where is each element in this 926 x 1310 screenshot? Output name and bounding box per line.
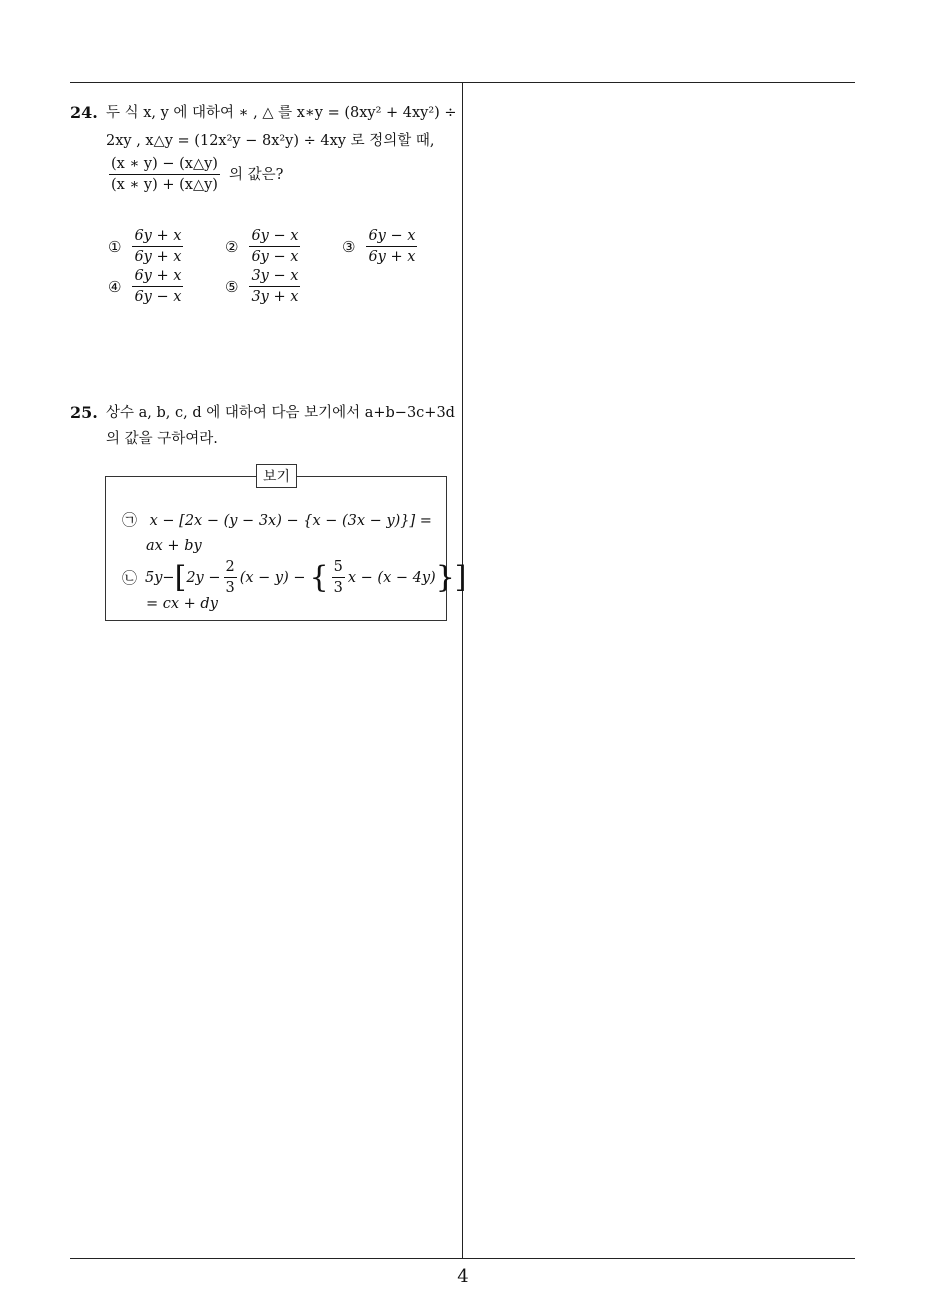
fraction-denominator: 6y + x	[134, 249, 182, 265]
fraction-numerator: 3y − x	[249, 267, 300, 287]
fraction-numerator: 6y − x	[366, 227, 417, 247]
fraction-numerator: 2	[224, 558, 237, 578]
question-text-line2: 2xy , x△y = (12x²y − 8x²y) ÷ 4xy 로 정의할 때,	[106, 133, 435, 149]
choice-3[interactable]	[342, 227, 420, 266]
fraction-numerator: 6y − x	[249, 227, 300, 247]
choice-2[interactable]	[225, 227, 303, 266]
choice-fraction	[249, 227, 300, 266]
question-tail: 의 값은?	[228, 166, 284, 183]
question-fraction-line	[106, 155, 283, 194]
fraction-numerator: 5	[332, 558, 345, 578]
question-number: 25.	[70, 403, 98, 422]
choice-4[interactable]	[108, 267, 186, 306]
question-number: 24.	[70, 103, 98, 122]
bogi-item-2-part1: 2y −	[186, 569, 221, 586]
fraction-numerator: 6y + x	[132, 267, 183, 287]
choice-5[interactable]	[225, 267, 303, 306]
choice-1[interactable]	[108, 227, 186, 266]
fraction-denominator: 6y − x	[134, 289, 182, 305]
question-fraction	[109, 155, 220, 194]
column-divider	[462, 82, 463, 1259]
choice-fraction	[132, 267, 183, 306]
bogi-item-1-line2: ax + by	[146, 538, 202, 554]
bogi-item-2-part2: (x − y) −	[239, 569, 306, 586]
fraction-numerator: 6y + x	[132, 227, 183, 247]
open-bracket: [	[174, 559, 187, 595]
choice-mark: ①	[108, 237, 122, 256]
choice-fraction	[249, 267, 300, 306]
bogi-item-mark: ㉡	[122, 568, 138, 587]
choice-mark: ②	[225, 237, 239, 256]
fraction-denominator: 3	[225, 580, 235, 596]
choice-mark: ④	[108, 277, 122, 296]
fraction-denominator: 3	[333, 580, 343, 596]
bogi-item-1	[122, 510, 432, 531]
page-number: 4	[457, 1266, 469, 1287]
fraction-denominator: 6y − x	[251, 249, 299, 265]
fraction-denominator: 6y + x	[368, 249, 416, 265]
choice-fraction	[366, 227, 417, 266]
bogi-item-2-line2: = cx + dy	[146, 596, 218, 612]
bogi-title: 보기	[256, 464, 297, 488]
fraction-numerator: (x ∗ y) − (x△y)	[109, 155, 220, 175]
question-text-line1: 상수 a, b, c, d 에 대하여 다음 보기에서 a+b−3c+3d	[106, 405, 455, 421]
open-brace: {	[309, 559, 329, 595]
bogi-item-2	[122, 558, 467, 597]
close-brace: }	[435, 559, 455, 595]
choice-fraction	[132, 227, 183, 266]
bottom-rule	[70, 1258, 855, 1259]
bogi-fraction-2	[332, 558, 345, 597]
question-text-line1: 두 식 x, y 에 대하여 ∗ , △ 를 x∗y = (8xy² + 4xy²) ÷	[106, 105, 457, 121]
bogi-item-2-part3: x − (x − 4y)	[347, 569, 436, 586]
choice-mark: ⑤	[225, 277, 239, 296]
choice-mark: ③	[342, 237, 356, 256]
fraction-denominator: 3y + x	[251, 289, 299, 305]
question-text-line2: 의 값을 구하여라.	[106, 431, 218, 447]
bogi-fraction-1	[224, 558, 237, 597]
close-bracket: ]	[454, 559, 467, 595]
bogi-item-2-prefix: 5y−	[145, 569, 175, 586]
bogi-item-mark: ㉠	[122, 511, 138, 529]
bogi-item-1-line1: x − [2x − (y − 3x) − {x − (3x − y)}] =	[149, 513, 432, 529]
fraction-denominator: (x ∗ y) + (x△y)	[111, 177, 218, 193]
